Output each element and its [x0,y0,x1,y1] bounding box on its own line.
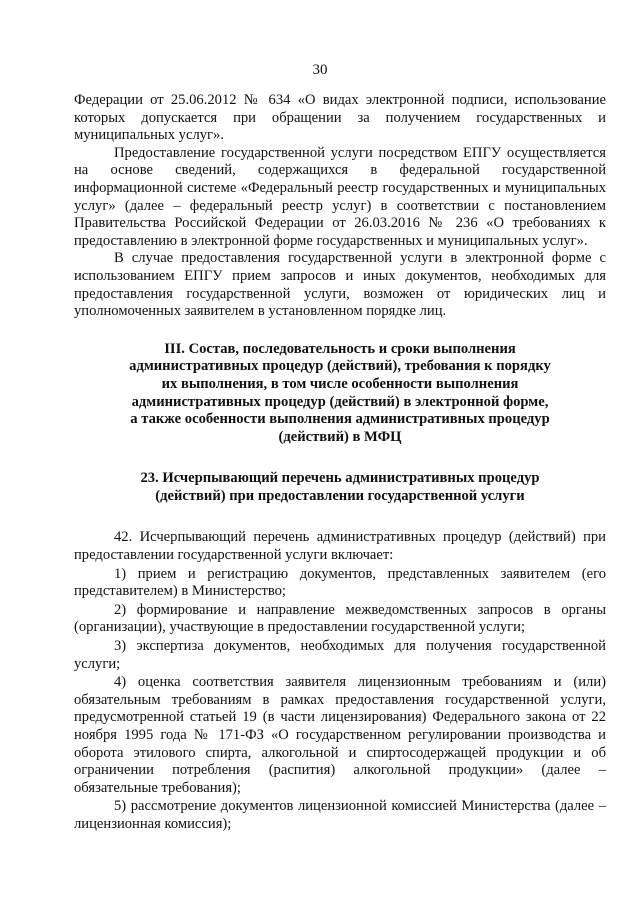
section-heading-line: их выполнения, в том числе особенности выполнения [161,375,519,392]
section-heading-line: административных процедур (действий) в электронной форме, [131,393,549,410]
list-item: 4) оценка соответствия заявителя лицензионным требованиям и (или) обязательным требованиям в рамках предоставления государственной услуги, предусмотренной статьей 19 (в части лицензирования) Федерального закона от 22 ноября 1995 года № 171-ФЗ «О государственном регулировании производства и оборота этилового спирта, алкогольной и спиртосодержащей продукции и об ограничении потребления (распития) алкогольной продукции» (далее – обязательные требования); [74,674,606,796]
intro-paragraph-epgu-registry: Предоставление государственной услуги посредством ЕПГУ осуществляется на основе сведений, содержащихся в федеральной государственной информационной системе «Федеральный реестр государственных и муниципальных услуг» (далее – федеральный реестр услуг) в соответствии с постановлением Правительства Российской Федерации от 26.03.2016 № 236 «О требованиях к предоставлению в электронной форме государственных и муниципальных услуг». [74,144,606,249]
intro-paragraph-electronic-form: В случае предоставления государственной услуги в электронной форме с использованием ЕПГУ прием запросов и иных документов, необходимых для предоставления государственной услуги, возможен от юридических лиц и уполномоченных заявителем в установленном порядке лиц. [74,250,606,320]
subsection-heading-line: 23. Исчерпывающий перечень административных процедур [140,470,540,487]
section-heading-line: а также особенности выполнения административных процедур [130,411,550,428]
procedures-list [74,566,606,834]
subsection-heading-line: (действий) при предоставлении государственной услуги [155,487,525,504]
list-item: 3) экспертиза документов, необходимых для получения государственной услуги; [74,638,606,672]
list-item: 2) формирование и направление межведомственных запросов в органы (организации), участвующие в предоставлении государственной услуги; [74,601,606,636]
section-heading-line: административных процедур (действий), требования к порядку [129,358,551,375]
subsection-heading-23 [74,470,606,505]
list-item: 5) рассмотрение документов лицензионной комиссией Министерства (далее – лицензионная комиссия); [74,798,606,832]
page-number: 30 [312,62,328,78]
list-item: 1) прием и регистрацию документов, представленных заявителем (его представителем) в Министерство; [74,565,606,600]
intro-paragraph-continuation: Федерации от 25.06.2012 № 634 «О видах электронной подписи, использование которых допускается при обращении за получением государственных и муниципальных услуг». [74,92,606,144]
section-heading-line: III. Состав, последовательность и сроки выполнения [164,340,516,357]
document-body [74,92,606,834]
section-heading-iii [74,341,606,447]
paragraph-42: 42. Исчерпывающий перечень административных процедур (действий) при предоставлении государственной услуги включает: [74,529,606,564]
section-heading-line: (действий) в МФЦ [278,428,402,445]
